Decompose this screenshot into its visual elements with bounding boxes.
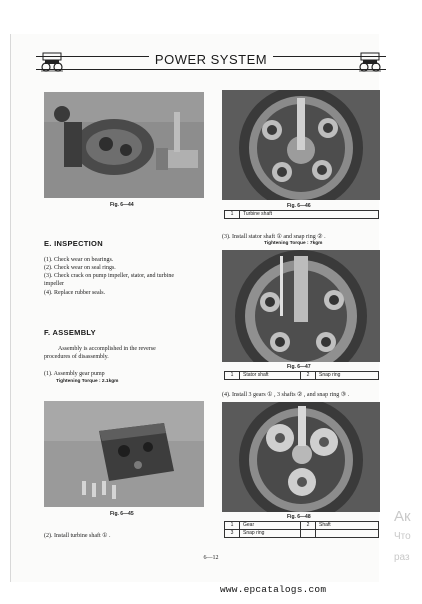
watermark-text: раз	[394, 552, 410, 563]
photo-gear-pump-parts	[44, 92, 204, 198]
inspection-item: (3). Check crack on pump impeller, stator, and turbine	[44, 273, 174, 279]
parts-table	[224, 210, 379, 219]
part-number: 1	[225, 372, 240, 380]
part-name: Snap ring	[316, 372, 379, 380]
photo-stator-shaft	[222, 250, 380, 362]
step-text: (4). Install 3 gears ① , 3 shafts ② , and snap ring ③ .	[222, 392, 350, 398]
part-number: 1	[225, 522, 240, 530]
part-name	[316, 530, 379, 538]
assembly-paragraph: procedures of disassembly.	[44, 354, 109, 360]
figure-caption: Fig. 6—45	[110, 511, 134, 517]
assembly-paragraph: Assembly is accomplished in the reverse	[58, 346, 156, 352]
section-heading-assembly: F. ASSEMBLY	[44, 328, 96, 337]
tightening-torque: Tightening Torque : 7kgm	[264, 241, 323, 246]
figure-caption: Fig. 6—44	[110, 202, 134, 208]
table-row	[225, 522, 379, 530]
page-number: 6—12	[203, 555, 219, 561]
part-number: 3	[225, 530, 240, 538]
part-number: 1	[225, 211, 240, 219]
page-title: POWER SYSTEM	[0, 52, 422, 67]
table-row	[225, 211, 379, 219]
watermark-text: Что	[394, 531, 411, 542]
photo-assembled-gear-pump	[44, 401, 204, 507]
part-name: Gear	[240, 522, 301, 530]
step-text: (1). Assembly gear pump	[44, 371, 105, 377]
section-heading-inspection: E. INSPECTION	[44, 239, 103, 248]
photo-turbine-shaft	[222, 90, 380, 200]
figure-caption: Fig. 6—48	[287, 514, 311, 520]
figure-caption: Fig. 6—46	[287, 203, 311, 209]
inspection-item: (2). Check wear on seal rings.	[44, 265, 116, 271]
tightening-torque: Tightening Torque : 2.1kgm	[56, 379, 119, 384]
part-name: Turbine shaft	[240, 211, 379, 219]
figure-caption: Fig. 6—47	[287, 364, 311, 370]
table-row	[225, 372, 379, 380]
part-number	[301, 530, 316, 538]
photo-planetary-gears	[222, 402, 380, 512]
part-name: Snap ring	[240, 530, 301, 538]
parts-table	[224, 371, 379, 380]
parts-table	[224, 521, 379, 538]
watermark-text: Ак	[394, 508, 411, 525]
part-name: Shaft	[316, 522, 379, 530]
part-name: Stator shaft	[240, 372, 301, 380]
inspection-item: (4). Replace rubber seals.	[44, 290, 106, 296]
website-link[interactable]: www.epcatalogs.com	[220, 584, 327, 595]
inspection-item: impeller	[44, 281, 64, 287]
part-number: 2	[301, 522, 316, 530]
part-number: 2	[301, 372, 316, 380]
header-rule	[36, 69, 386, 70]
step-text: (3). Install stator shaft ① and snap ring ② .	[222, 234, 326, 240]
table-row	[225, 530, 379, 538]
inspection-item: (1). Check wear on bearings.	[44, 257, 114, 263]
step-text: (2). Install turbine shaft ① .	[44, 533, 111, 539]
